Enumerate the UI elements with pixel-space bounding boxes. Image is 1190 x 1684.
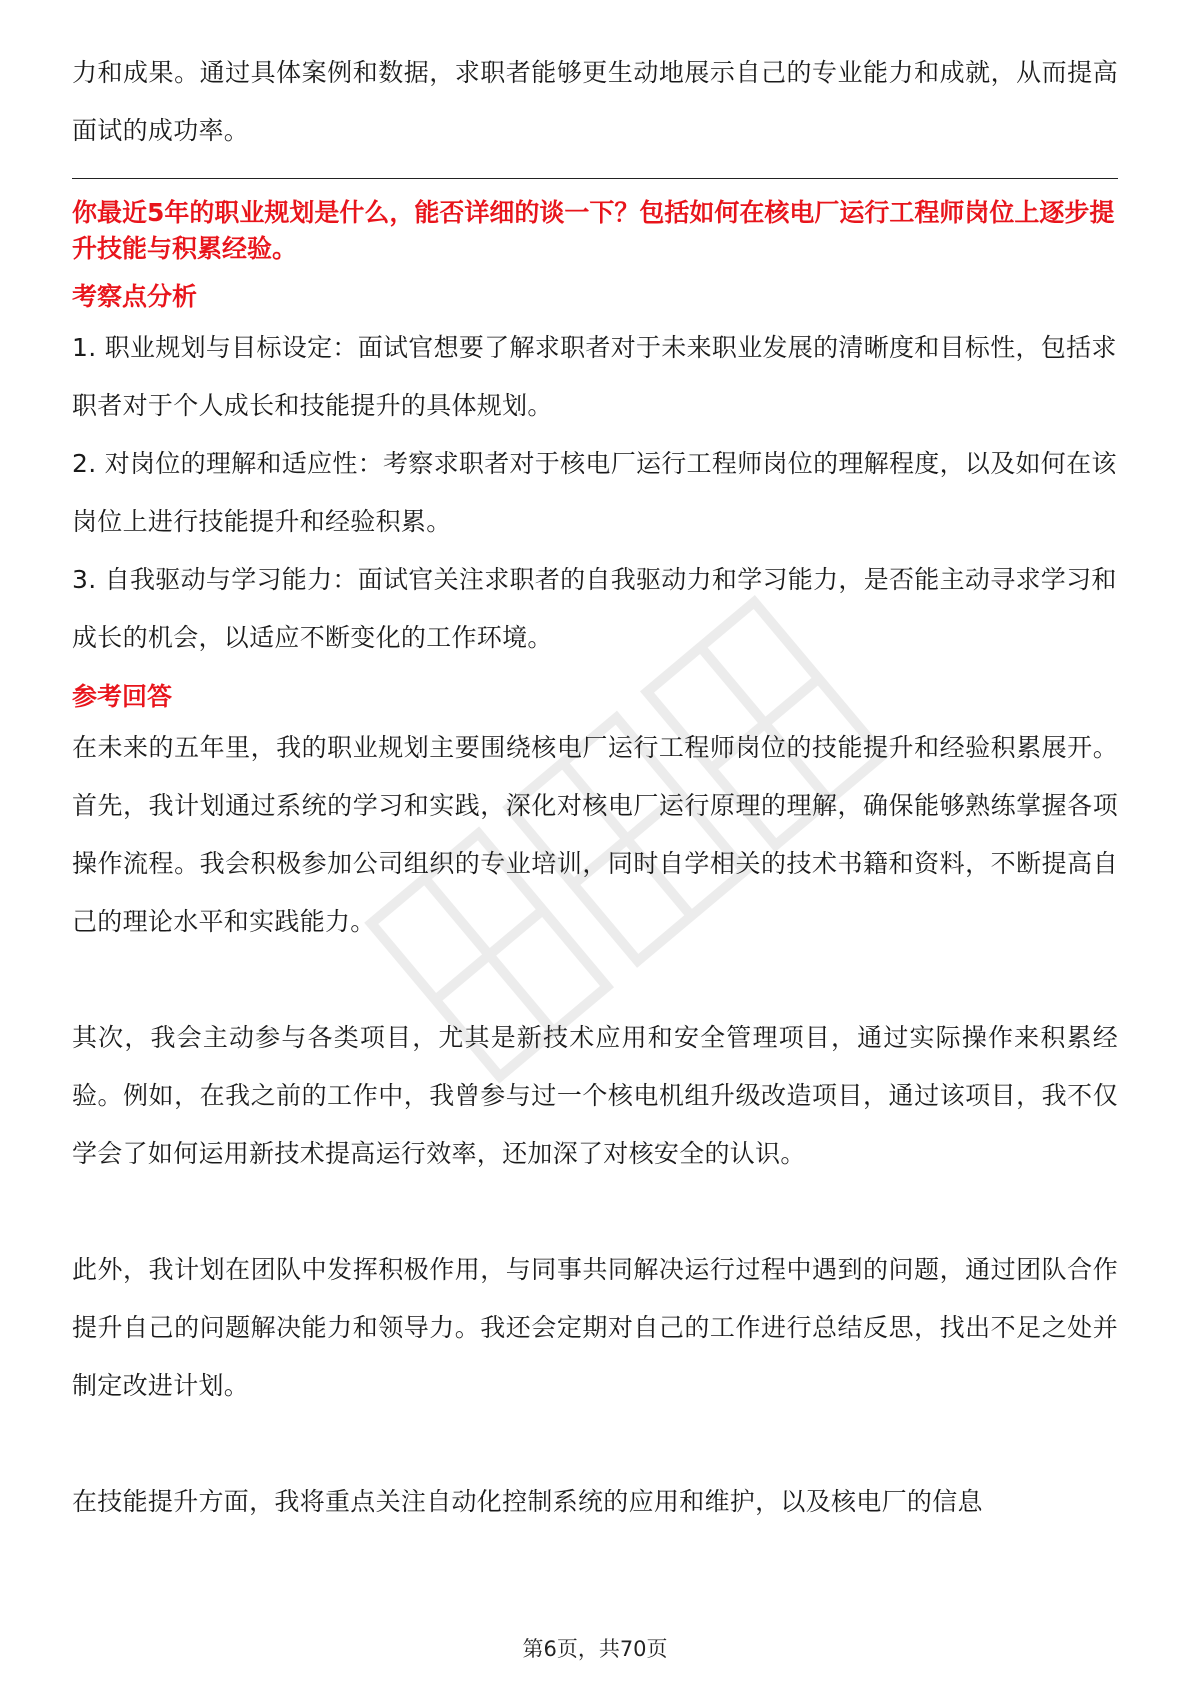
analysis-item: 1. 职业规划与目标设定：面试官想要了解求职者对于未来职业发展的清晰度和目标性，包括求职者对于个人成长和技能提升的具体规划。 bbox=[72, 333, 1117, 420]
main-content bbox=[72, 44, 1118, 1531]
answer-heading: 参考回答 bbox=[72, 682, 173, 711]
answer-paragraph: 在技能提升方面，我将重点关注自动化控制系统的应用和维护，以及核电厂的信息 bbox=[72, 1487, 983, 1516]
answer-paragraph: 在未来的五年里，我的职业规划主要围绕核电厂运行工程师岗位的技能提升和经验积累展开。首先，我计划通过系统的学习和实践，深化对核电厂运行原理的理解，确保能够熟练掌握各项操作流程。我会积极参加公司组织的专业培训，同时自学相关的技术书籍和资料，不断提高自己的理论水平和实践能力。 bbox=[72, 733, 1118, 936]
analysis-item: 3. 自我驱动与学习能力：面试官关注求职者的自我驱动力和学习能力，是否能主动寻求学习和成长的机会，以适应不断变化的工作环境。 bbox=[72, 565, 1117, 652]
paragraph-gap bbox=[72, 951, 1118, 1009]
answer-paragraph: 此外，我计划在团队中发挥积极作用，与同事共同解决运行过程中遇到的问题，通过团队合作提升自己的问题解决能力和领导力。我还会定期对自己的工作进行总结反思，找出不足之处并制定改进计划。 bbox=[72, 1255, 1118, 1400]
analysis-item: 2. 对岗位的理解和适应性：考察求职者对于核电厂运行工程师岗位的理解程度，以及如何在该岗位上进行技能提升和经验积累。 bbox=[72, 449, 1117, 536]
section-divider bbox=[72, 178, 1118, 179]
paragraph-gap bbox=[72, 1183, 1118, 1241]
analysis-heading: 考察点分析 bbox=[72, 282, 198, 311]
intro-paragraph: 力和成果。通过具体案例和数据，求职者能够更生动地展示自己的专业能力和成就，从而提高面试的成功率。 bbox=[72, 58, 1118, 145]
paragraph-gap bbox=[72, 1415, 1118, 1473]
page-number: 第6页，共70页 bbox=[522, 1637, 668, 1661]
interview-question: 你最近5年的职业规划是什么，能否详细的谈一下？包括如何在核电厂运行工程师岗位上逐步提升技能与积累经验。 bbox=[72, 198, 1115, 263]
answer-paragraph: 其次，我会主动参与各类项目，尤其是新技术应用和安全管理项目，通过实际操作来积累经验。例如，在我之前的工作中，我曾参与过一个核电机组升级改造项目，通过该项目，我不仅学会了如何运用新技术提高运行效率，还加深了对核安全的认识。 bbox=[72, 1023, 1118, 1168]
